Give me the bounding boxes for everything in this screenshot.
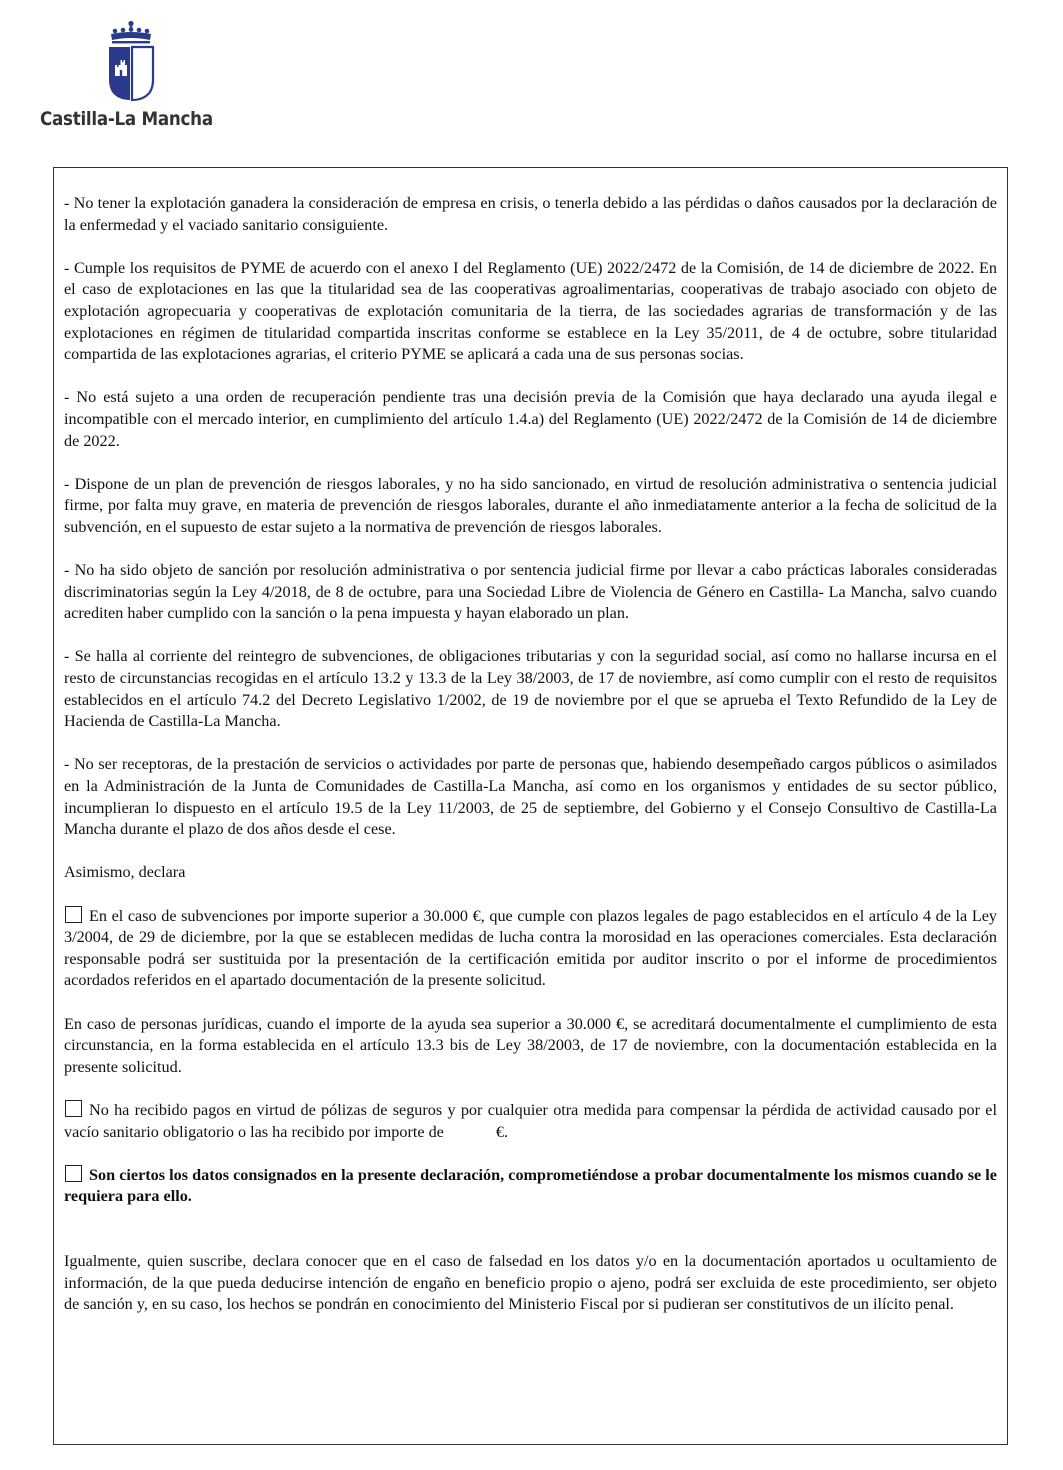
declaration-item-morosidad	[64, 906, 997, 992]
coat-of-arms-icon	[106, 20, 156, 106]
legal-entities-paragraph: En caso de personas jurídicas, cuando el importe de la ayuda sea superior a 30.000 €, se acreditará documentalmente el cumplimiento de esta circunstancia, en la forma establecida en el artículo 13.3 bis de Ley 38/2003, de 17 de noviembre, con la documentación establecida en la presente solicitud.	[64, 1014, 997, 1076]
declaration-text: Son ciertos los datos consignados en la presente declaración, comprometiéndose a probar documentalmente los mismos cuando se le requiera para ello.	[64, 1165, 997, 1206]
logo	[40, 20, 220, 140]
declaration-text: No ha recibido pagos en virtud de pólizas de seguros y por cualquier otra medida para compensar la pérdida de actividad causado por el vacío sanitario obligatorio o las ha recibido por importe de	[64, 1100, 997, 1141]
declaration-text: En el caso de subvenciones por importe superior a 30.000 €, que cumple con plazos legales de pago establecidos en el artículo 4 de la Ley 3/2004, de 29 de diciembre, por la que se establecen medidas de lucha contra la morosidad en las operaciones comerciales. Esta declaración responsable podrá ser sustituida por la presentación de la certificación emitida por auditor inscrito o por el informe de procedimientos acordados referidos en el apartado documentación de la presente solicitud.	[64, 906, 997, 990]
requirement-paragraph: - Cumple los requisitos de PYME de acuerdo con el anexo I del Reglamento (UE) 2022/2472 de la Comisión, de 14 de diciembre de 2022. En el caso de explotaciones en las que la titularidad sea de las cooperativas agroalimentarias, cooperativas de trabajo asociado con objeto de explotación agropecuaria y cooperativas de explotación comunitaria de la tierra, de las sociedades agrarias de transformación y de las explotaciones en régimen de titularidad compartida inscritas conforme se establece en la Ley 35/2011, de 4 de octubre, sobre titularidad compartida de las explotaciones agrarias, el criterio PYME se aplicará a cada una de sus personas socias.	[64, 258, 997, 364]
checkbox-insurance[interactable]	[65, 1100, 82, 1117]
logo-text: Castilla-La Mancha	[40, 108, 213, 130]
currency-suffix: €.	[495, 1122, 508, 1141]
declaration-item-insurance	[64, 1100, 997, 1143]
asimismo-heading: Asimismo, declara	[64, 863, 186, 882]
requirement-paragraph: - Se halla al corriente del reintegro de subvenciones, de obligaciones tributarias y con la seguridad social, así como no hallarse incursa en el resto de circunstancias recogidas en el artículo 13.2 y 13.3 de la Ley 38/2003, de 17 de noviembre, así como cumplir con el resto de requisitos establecidos en el artículo 74.2 del Decreto Legislativo 1/2002, de 19 de noviembre por el que se aprueba el Texto Refundido de la Ley de Hacienda de Castilla-La Mancha.	[64, 647, 997, 731]
requirement-paragraph: - No ha sido objeto de sanción por resolución administrativa o por sentencia judicial firme por llevar a cabo prácticas laborales consideradas discriminatorias según la Ley 4/2018, de 8 de octubre, para una Sociedad Libre de Violencia de Género en Castilla- La Mancha, salvo cuando acrediten haber cumplido con la sanción o la pena impuesta y hayan elaborado un plan.	[64, 561, 997, 623]
checkbox-truthfulness[interactable]	[65, 1165, 82, 1182]
declaration-box	[53, 167, 1008, 1445]
requirement-paragraph: - No tener la explotación ganadera la consideración de empresa en crisis, o tenerla debido a las pérdidas o daños causados por la declaración de la enfermedad y el vaciado sanitario consiguiente.	[64, 194, 997, 234]
checkbox-morosidad[interactable]	[65, 906, 82, 923]
requirement-paragraph: - No está sujeto a una orden de recuperación pendiente tras una decisión previa de la Comisión que haya declarado una ayuda ilegal e incompatible con el mercado interior, en cumplimiento del artículo 1.4.a) del Reglamento (UE) 2022/2472 de la Comisión de 14 de diciembre de 2022.	[64, 388, 997, 450]
declaration-item-truthfulness	[64, 1165, 997, 1208]
falsity-warning-paragraph: Igualmente, quien suscribe, declara conocer que en el caso de falsedad en los datos y/o en la documentación aportados u ocultamiento de información, de la que pueda deducirse intención de engaño en beneficio propio o ajeno, podrá ser excluida de este procedimiento, ser objeto de sanción y, en su caso, los hechos se pondrán en conocimiento del Ministerio Fiscal por si pudieran ser constitutivos de un ilícito penal.	[64, 1251, 997, 1314]
requirement-paragraph: - Dispone de un plan de prevención de riesgos laborales, y no ha sido sancionado, en virtud de resolución administrativa o sentencia judicial firme, por falta muy grave, en materia de prevención de riesgos laborales, durante el año inmediatamente anterior a la fecha de solicitud de la subvención, en el supuesto de estar sujeto a la normativa de prevención de riesgos laborales.	[64, 474, 997, 536]
requirement-paragraph: - No ser receptoras, de la prestación de servicios o actividades por parte de personas que, habiendo desempeñado cargos públicos o asimilados en la Administración de la Junta de Comunidades de Castilla-La Mancha, así como en los organismos y entidades de su sector público, incumplieran lo dispuesto en el artículo 19.5 de la Ley 11/2003, de 25 de septiembre, del Gobierno y el Consejo Consultivo de Castilla-La Mancha durante el plazo de dos años desde el cese.	[64, 755, 997, 839]
